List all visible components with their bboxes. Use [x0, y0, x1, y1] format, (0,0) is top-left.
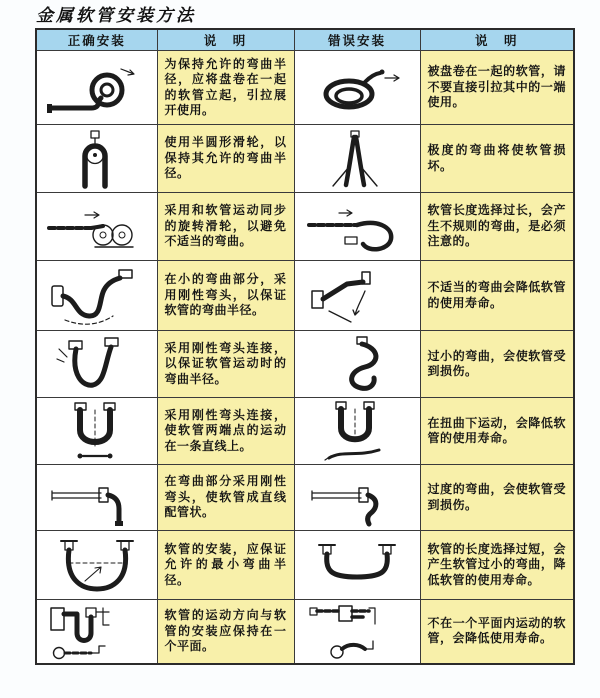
too-small-bend-hook-icon [305, 335, 409, 393]
row9-correct-desc-cell [157, 600, 294, 664]
row2-wrong-cell [294, 125, 420, 193]
row3-correct-desc-cell [157, 193, 294, 261]
rigid-elbow-at-small-bend-icon [45, 265, 149, 327]
table-row-2 [36, 125, 574, 193]
flat-coil-pulled-from-end-icon [305, 58, 409, 118]
row6-correct-desc-cell [157, 398, 294, 465]
row7-correct-desc-cell [157, 465, 294, 531]
table-row-9 [36, 600, 574, 664]
row9-wrong-cell [294, 600, 420, 664]
row3-correct-desc: 采用和软管运动同步的旋转滑轮，以避免不适当的弯曲。 [164, 203, 287, 249]
minimum-bend-radius-u-icon [45, 535, 149, 595]
upright-coil-unrolled-icon [45, 58, 149, 118]
row7-correct-cell [36, 465, 157, 531]
row9-wrong-desc: 不在一个平面内运动的软管，会降低使用寿命。 [427, 615, 566, 646]
twisted-motion-u-icon [305, 400, 409, 462]
table-row-3 [36, 193, 574, 261]
header-row [36, 29, 574, 51]
header-wrong-install: 错误安装 [294, 29, 420, 51]
row8-correct-desc-cell [157, 531, 294, 600]
row4-correct-desc: 在小的弯曲部分，采用刚性弯头，以保证软管的弯曲半径。 [164, 272, 287, 318]
too-short-shallow-u-icon [305, 535, 409, 595]
page-title: 金属软管安装方法 [36, 6, 196, 26]
table-row-6 [36, 398, 574, 465]
row2-wrong-desc-cell [420, 125, 574, 193]
row8-correct-desc: 软管的安装，应保证允许的最小弯曲半径。 [164, 541, 287, 587]
same-plane-motion-trap-icon [45, 601, 149, 661]
row1-correct-cell [36, 51, 157, 125]
row3-wrong-desc: 软管长度选择过长，会产生不规则的弯曲，是必须注意的。 [427, 203, 566, 249]
row4-correct-desc-cell [157, 261, 294, 331]
row4-wrong-desc-cell [420, 261, 574, 331]
row1-wrong-desc-cell [420, 51, 574, 125]
header-wrong-desc: 说 明 [420, 29, 574, 51]
row8-correct-cell [36, 531, 157, 600]
row3-wrong-cell [294, 193, 420, 261]
straight-pipe-with-elbow-icon [45, 468, 149, 528]
row7-wrong-desc: 过度的弯曲，会使软管受到损伤。 [427, 482, 566, 512]
row6-wrong-desc: 在扭曲下运动，会降低软管的使用寿命。 [427, 415, 566, 445]
row4-correct-cell [36, 261, 157, 331]
row5-wrong-desc-cell [420, 331, 574, 398]
row5-correct-cell [36, 331, 157, 398]
row2-wrong-desc: 极度的弯曲将使软管损坏。 [427, 143, 566, 173]
header-correct-desc: 说 明 [157, 29, 294, 51]
row7-wrong-desc-cell [420, 465, 574, 531]
row7-correct-desc: 在弯曲部分采用刚性弯头，使软管成直线配管状。 [164, 474, 287, 520]
row4-wrong-cell [294, 261, 420, 331]
row1-wrong-cell [294, 51, 420, 125]
row6-wrong-cell [294, 398, 420, 465]
table-row-5 [36, 331, 574, 398]
row4-wrong-desc: 不适当的弯曲会降低软管的使用寿命。 [427, 280, 566, 310]
table-row-1 [36, 51, 574, 125]
row9-correct-desc: 软管的运动方向与软管的安装应保持在一个平面。 [164, 608, 287, 653]
row3-wrong-desc-cell [420, 193, 574, 261]
row2-correct-cell [36, 125, 157, 193]
synchronized-rotating-pulleys-icon [45, 197, 149, 257]
table-row-8 [36, 531, 574, 600]
extreme-sharp-bend-icon [305, 129, 409, 189]
semicircular-pulley-icon [45, 129, 149, 189]
row1-correct-desc: 为保持允许的弯曲半径，应将盘卷在一起的软管立起，引拉展开使用。 [164, 56, 287, 117]
improper-angled-bend-icon [305, 265, 409, 327]
row6-wrong-desc-cell [420, 398, 574, 465]
overlong-hose-irregular-loop-icon [305, 197, 409, 257]
rigid-elbow-connection-u-icon [45, 335, 149, 393]
row9-wrong-desc-cell [420, 600, 574, 664]
row6-correct-desc: 采用刚性弯头连接，使软管两端点的运动在一条直线上。 [164, 407, 287, 453]
row8-wrong-cell [294, 531, 420, 600]
row8-wrong-desc-cell [420, 531, 574, 600]
different-plane-motion-icon [305, 601, 409, 661]
row9-correct-cell [36, 600, 157, 664]
table-row-7 [36, 465, 574, 531]
row6-correct-cell [36, 398, 157, 465]
row5-wrong-desc: 过小的弯曲，会使软管受到损伤。 [427, 348, 566, 378]
row5-wrong-cell [294, 331, 420, 398]
row3-correct-cell [36, 193, 157, 261]
row5-correct-desc: 采用刚性弯头连接，以保证软管运动时的弯曲半径。 [164, 340, 287, 386]
overbent-elbow-icon [305, 468, 409, 528]
row7-wrong-cell [294, 465, 420, 531]
row1-wrong-desc: 被盘卷在一起的软管，请不要直接引拉其中的一端使用。 [427, 64, 566, 110]
header-correct-install: 正确安装 [36, 29, 157, 51]
table-row-4 [36, 261, 574, 331]
row1-correct-desc-cell [157, 51, 294, 125]
installation-table [35, 28, 575, 665]
row2-correct-desc: 使用半圆形滑轮，以保持其允许的弯曲半径。 [164, 135, 287, 181]
row5-correct-desc-cell [157, 331, 294, 398]
inline-motion-u-icon [45, 400, 149, 462]
row8-wrong-desc: 软管的长度选择过短，会产生软管过小的弯曲，降低软管的使用寿命。 [427, 541, 566, 587]
row2-correct-desc-cell [157, 125, 294, 193]
